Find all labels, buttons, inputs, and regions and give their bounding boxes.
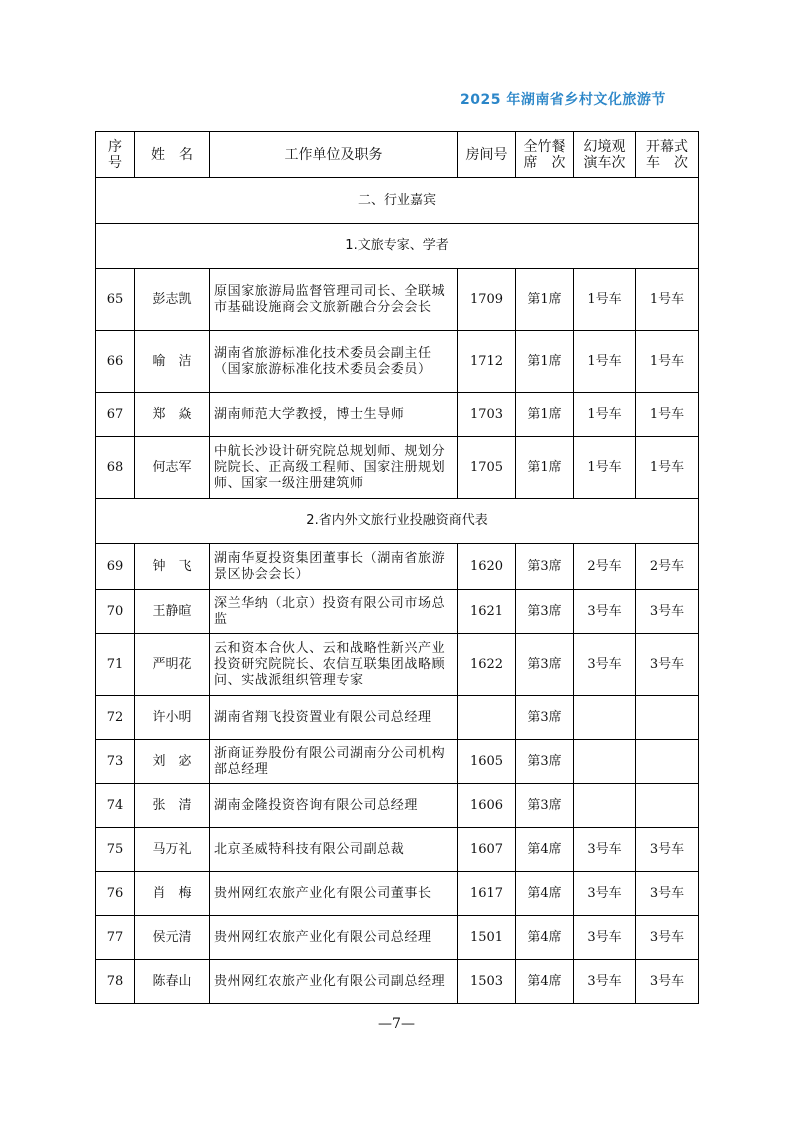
cell-unit-title: 贵州网红农旅产业化有限公司总经理 [210,916,458,960]
cell-name: 钟 飞 [135,544,210,590]
table-row [96,696,699,740]
cell-banquet-seat: 第3席 [516,784,574,828]
cell-show-car: 3号车 [574,590,636,634]
group-header-row [96,224,699,269]
cell-opening-car: 1号车 [636,331,699,393]
cell-room: 1712 [458,331,516,393]
cell-unit-title: 原国家旅游局监督管理司司长、全联城市基础设施商会文旅新融合分会会长 [210,269,458,331]
cell-banquet-seat: 第1席 [516,331,574,393]
cell-name: 张 清 [135,784,210,828]
table-row [96,590,699,634]
cell-unit-title: 贵州网红农旅产业化有限公司副总经理 [210,960,458,1004]
cell-opening-car: 3号车 [636,828,699,872]
table-row [96,393,699,437]
cell-unit-title: 深兰华纳（北京）投资有限公司市场总监 [210,590,458,634]
cell-banquet-seat: 第4席 [516,916,574,960]
cell-number: 73 [96,740,135,784]
cell-room: 1709 [458,269,516,331]
cell-banquet-seat: 第3席 [516,544,574,590]
cell-room: 1617 [458,872,516,916]
cell-name: 许小明 [135,696,210,740]
section-row [96,178,699,224]
cell-name: 喻 洁 [135,331,210,393]
guest-roster-table [95,131,699,1004]
group-header-row [96,499,699,544]
cell-room [458,696,516,740]
cell-name: 何志军 [135,437,210,499]
cell-opening-car: 3号车 [636,960,699,1004]
cell-name: 彭志凯 [135,269,210,331]
cell-number: 71 [96,634,135,696]
cell-unit-title: 湖南省翔飞投资置业有限公司总经理 [210,696,458,740]
cell-number: 67 [96,393,135,437]
cell-name: 严明花 [135,634,210,696]
cell-unit-title: 浙商证券股份有限公司湖南分公司机构部总经理 [210,740,458,784]
cell-banquet-seat: 第3席 [516,740,574,784]
cell-show-car: 1号车 [574,393,636,437]
cell-unit-title: 中航长沙设计研究院总规划师、规划分院院长、正高级工程师、国家注册规划师、国家一级注册建筑师 [210,437,458,499]
cell-number: 76 [96,872,135,916]
cell-number: 74 [96,784,135,828]
cell-number: 66 [96,331,135,393]
cell-room: 1620 [458,544,516,590]
cell-number: 68 [96,437,135,499]
cell-name: 侯元清 [135,916,210,960]
col-header-opening-car: 开幕式 车 次 [636,132,699,178]
cell-show-car: 1号车 [574,437,636,499]
cell-unit-title: 贵州网红农旅产业化有限公司董事长 [210,872,458,916]
cell-room: 1703 [458,393,516,437]
page-number: —7— [378,1016,415,1032]
cell-show-car: 1号车 [574,331,636,393]
cell-show-car: 3号车 [574,960,636,1004]
cell-unit-title: 湖南金隆投资咨询有限公司总经理 [210,784,458,828]
cell-number: 75 [96,828,135,872]
cell-opening-car: 1号车 [636,437,699,499]
table-row [96,544,699,590]
table-row [96,269,699,331]
cell-name: 陈春山 [135,960,210,1004]
cell-show-car: 3号车 [574,828,636,872]
cell-opening-car [636,784,699,828]
cell-name: 刘 宓 [135,740,210,784]
cell-banquet-seat: 第3席 [516,590,574,634]
table-row [96,960,699,1004]
cell-show-car [574,784,636,828]
cell-room: 1605 [458,740,516,784]
cell-opening-car: 3号车 [636,872,699,916]
cell-unit-title: 湖南省旅游标准化技术委员会副主任（国家旅游标准化技术委员会委员） [210,331,458,393]
cell-number: 69 [96,544,135,590]
cell-room: 1501 [458,916,516,960]
col-header-no: 序 号 [96,132,135,178]
cell-opening-car: 3号车 [636,916,699,960]
cell-banquet-seat: 第1席 [516,269,574,331]
table-row [96,872,699,916]
cell-show-car: 3号车 [574,634,636,696]
cell-unit-title: 云和资本合伙人、云和战略性新兴产业投资研究院院长、农信互联集团战略顾问、实战派组织管理专家 [210,634,458,696]
col-header-unit: 工作单位及职务 [210,132,458,178]
cell-room: 1503 [458,960,516,1004]
cell-name: 王静暄 [135,590,210,634]
table-row [96,784,699,828]
section-title: 二、行业嘉宾 [96,178,699,224]
cell-unit-title: 湖南华夏投资集团董事长（湖南省旅游景区协会会长） [210,544,458,590]
cell-unit-title: 湖南师范大学教授，博士生导师 [210,393,458,437]
table-row [96,437,699,499]
cell-opening-car: 1号车 [636,269,699,331]
table-row [96,331,699,393]
cell-show-car: 3号车 [574,916,636,960]
col-header-name: 姓 名 [135,132,210,178]
cell-room: 1606 [458,784,516,828]
table-header-row [96,132,699,178]
cell-show-car: 3号车 [574,872,636,916]
cell-room: 1705 [458,437,516,499]
cell-number: 70 [96,590,135,634]
cell-room: 1622 [458,634,516,696]
cell-opening-car [636,740,699,784]
group-title: 2.省内外文旅行业投融资商代表 [96,499,699,544]
cell-unit-title: 北京圣威特科技有限公司副总裁 [210,828,458,872]
table-row [96,740,699,784]
cell-number: 77 [96,916,135,960]
group-title: 1.文旅专家、学者 [96,224,699,269]
cell-name: 郑 焱 [135,393,210,437]
cell-show-car [574,740,636,784]
cell-opening-car [636,696,699,740]
cell-opening-car: 1号车 [636,393,699,437]
cell-name: 肖 梅 [135,872,210,916]
cell-room: 1607 [458,828,516,872]
cell-banquet-seat: 第3席 [516,696,574,740]
col-header-room: 房间号 [458,132,516,178]
cell-show-car [574,696,636,740]
table-row [96,916,699,960]
cell-number: 72 [96,696,135,740]
cell-banquet-seat: 第1席 [516,393,574,437]
cell-show-car: 1号车 [574,269,636,331]
cell-number: 65 [96,269,135,331]
table-row [96,634,699,696]
cell-opening-car: 3号车 [636,634,699,696]
cell-banquet-seat: 第4席 [516,828,574,872]
document-header-title: 2025 年湖南省乡村文化旅游节 [460,92,666,108]
cell-banquet-seat: 第3席 [516,634,574,696]
cell-opening-car: 3号车 [636,590,699,634]
cell-show-car: 2号车 [574,544,636,590]
col-header-banquet: 全竹餐 席 次 [516,132,574,178]
cell-banquet-seat: 第4席 [516,872,574,916]
cell-banquet-seat: 第4席 [516,960,574,1004]
table-row [96,828,699,872]
cell-room: 1621 [458,590,516,634]
cell-banquet-seat: 第1席 [516,437,574,499]
cell-opening-car: 2号车 [636,544,699,590]
col-header-show-car: 幻境观 演车次 [574,132,636,178]
cell-name: 马万礼 [135,828,210,872]
cell-number: 78 [96,960,135,1004]
